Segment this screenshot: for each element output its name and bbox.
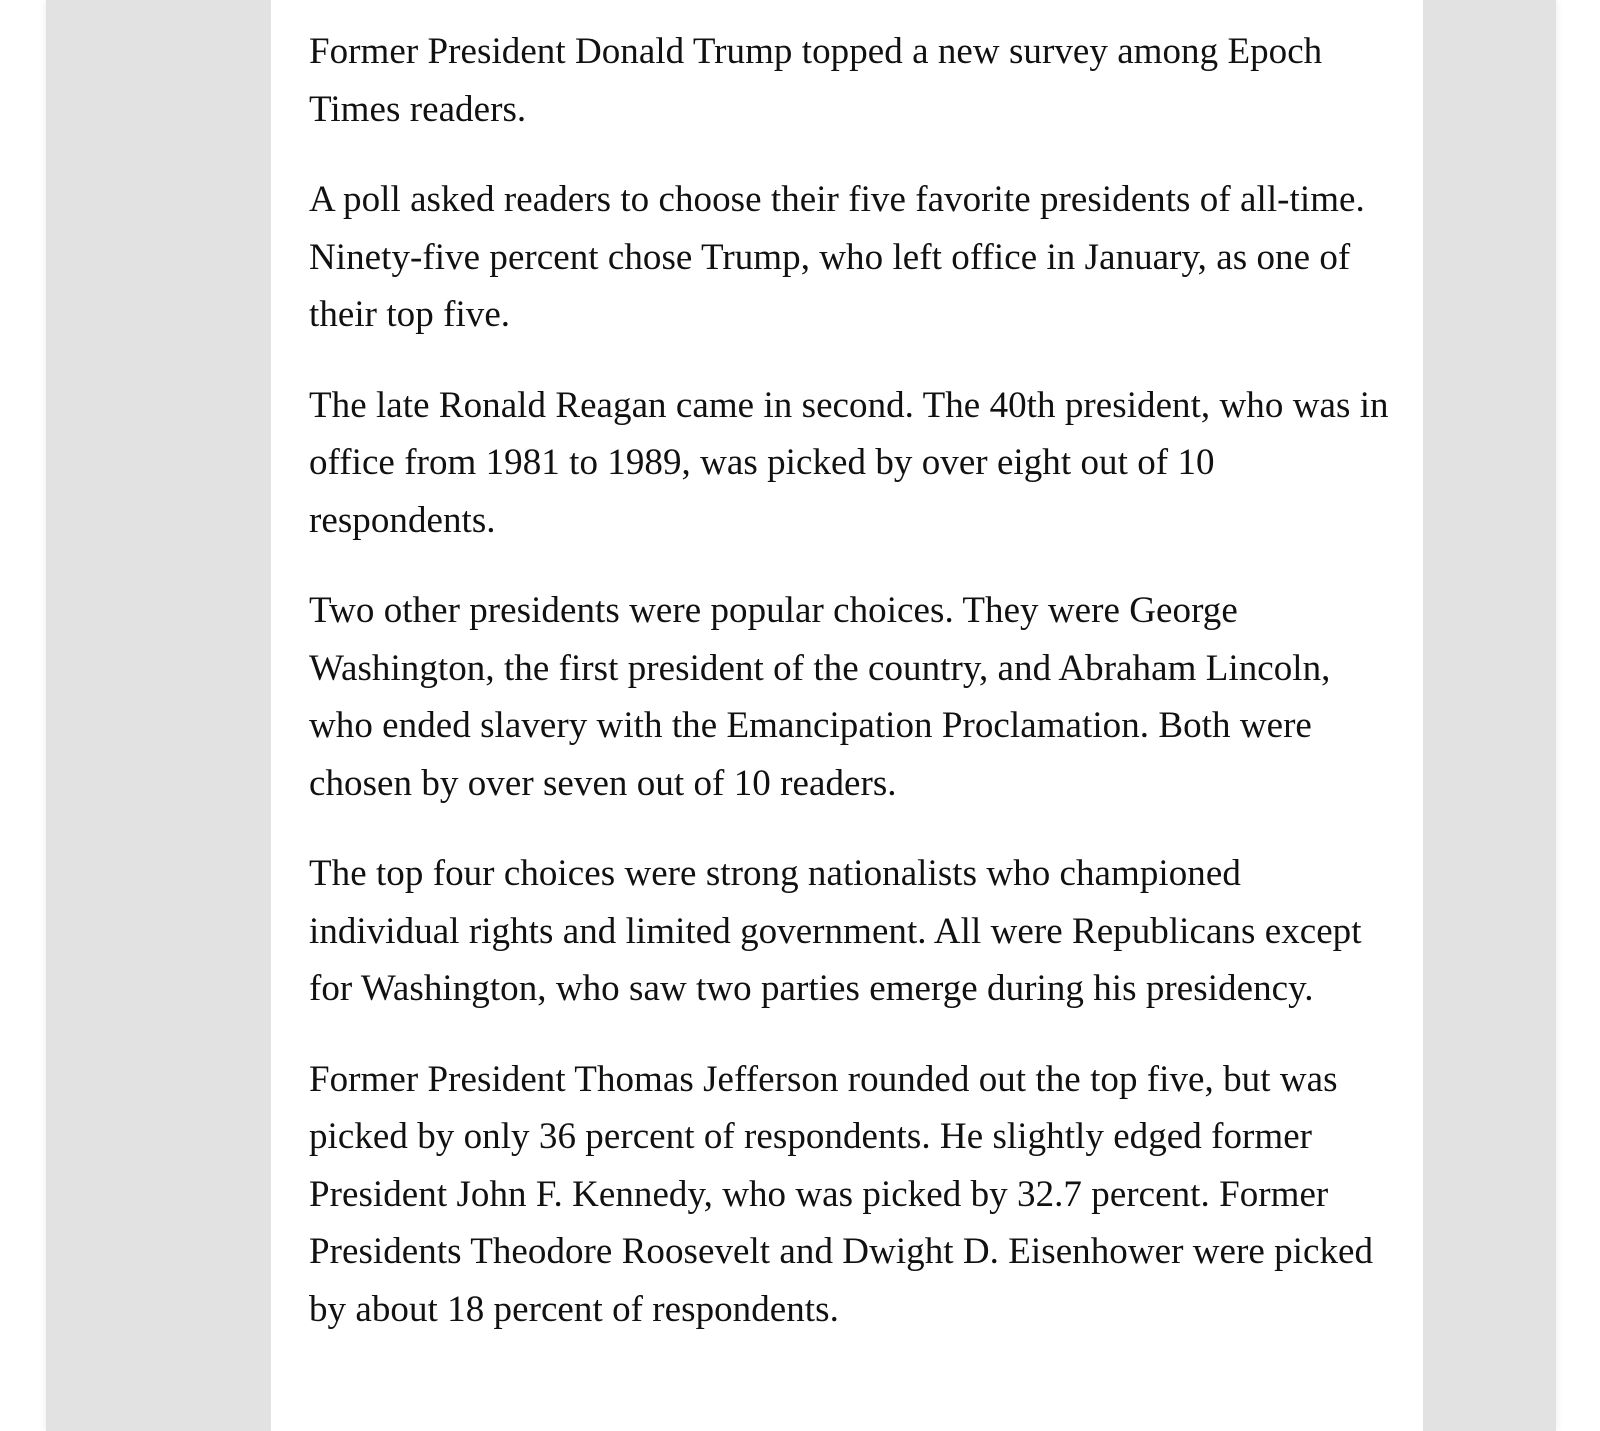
- article-paragraph-6: Former President Thomas Jefferson rounded out the top five, but was picked by only 36 percent of respondents. He slightly edged former President John F. Kennedy, who was picked by 32.7 percent. Former Presidents Theodore Roosevelt and Dwight D. Eisenhower were picked by about 18 percent of respondents.: [309, 1058, 1374, 1330]
- article-paragraph-2: A poll asked readers to choose their five favorite presidents of all-time. Ninety-five percent chose Trump, who left office in January, as one of their top five.: [309, 179, 1365, 335]
- article-paragraph-3: The late Ronald Reagan came in second. The 40th president, who was in office from 1981 to 1989, was picked by over eight out of 10 respondents.: [309, 384, 1389, 541]
- article-paragraph-5: The top four choices were strong nationalists who championed individual rights and limited government. All were Republicans except for Washington, who saw two parties emerge during his presidency.: [309, 853, 1362, 1009]
- article-column: [271, 0, 1423, 1431]
- article-paragraph-4: Two other presidents were popular choices. They were George Washington, the first president of the country, and Abraham Lincoln, who ended slavery with the Emancipation Proclamation. Both were chosen by over seven out of 10 readers.: [309, 590, 1331, 804]
- article-paragraph-1: Former President Donald Trump topped a new survey among Epoch Times readers.: [309, 31, 1323, 130]
- page-frame: [46, 0, 1556, 1431]
- article-body: [309, 23, 1399, 1371]
